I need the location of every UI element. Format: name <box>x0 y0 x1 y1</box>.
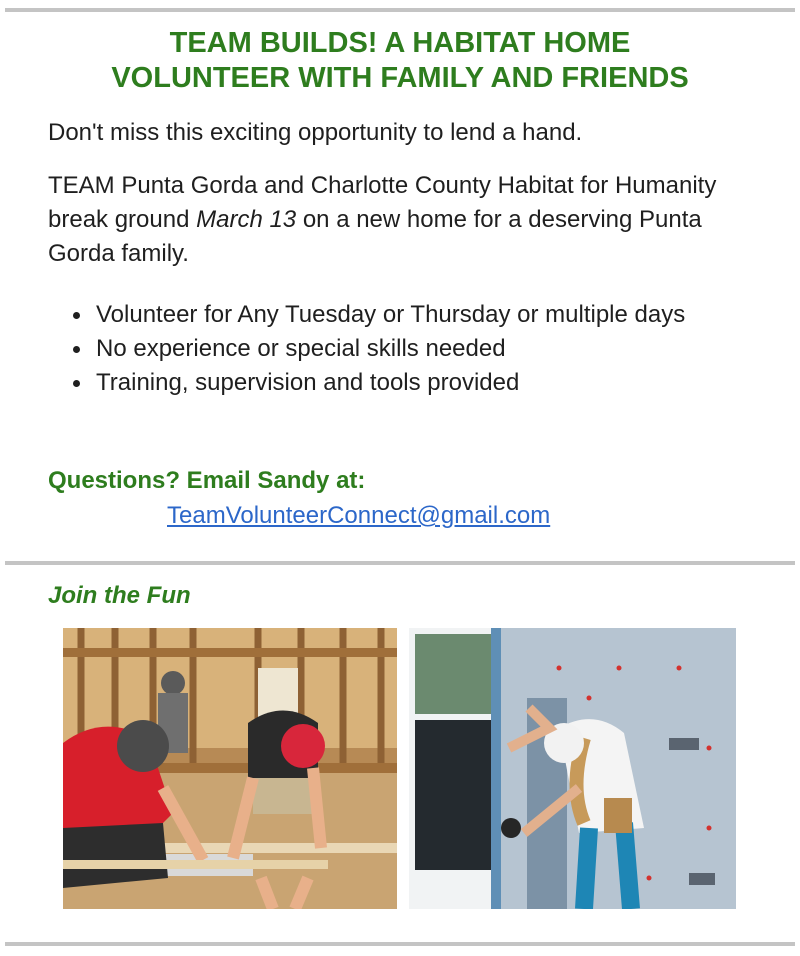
headline-line-2: VOLUNTEER WITH FAMILY AND FRIENDS <box>111 62 689 94</box>
volunteer-details-list <box>48 298 800 400</box>
list-item: Training, supervision and tools provided <box>96 366 800 400</box>
event-date: March 13 <box>196 206 297 233</box>
page-headline <box>0 26 800 96</box>
list-item: No experience or special skills needed <box>96 332 800 366</box>
top-divider <box>5 8 795 12</box>
event-text-end: on a new home for a deserving Punta Gorda family. <box>48 206 702 267</box>
intro-text: Don't miss this exciting opportunity to lend a hand. <box>48 119 583 146</box>
event-paragraph <box>48 169 768 271</box>
volunteer-drilling-photo <box>409 628 736 909</box>
event-text-start: TEAM Punta Gorda and Charlotte County Habitat for Humanity break ground <box>48 172 717 233</box>
headline-line-1: TEAM BUILDS! A HABITAT HOME <box>169 27 631 59</box>
section-divider <box>5 561 795 565</box>
email-link[interactable]: TeamVolunteerConnect@gmail.com <box>167 502 551 529</box>
list-item: Volunteer for Any Tuesday or Thursday or multiple days <box>96 298 800 332</box>
volunteers-framing-photo <box>63 628 397 909</box>
questions-label: Questions? Email Sandy at: <box>48 467 366 494</box>
bottom-divider <box>5 942 795 946</box>
section-title: Join the Fun <box>48 582 191 609</box>
